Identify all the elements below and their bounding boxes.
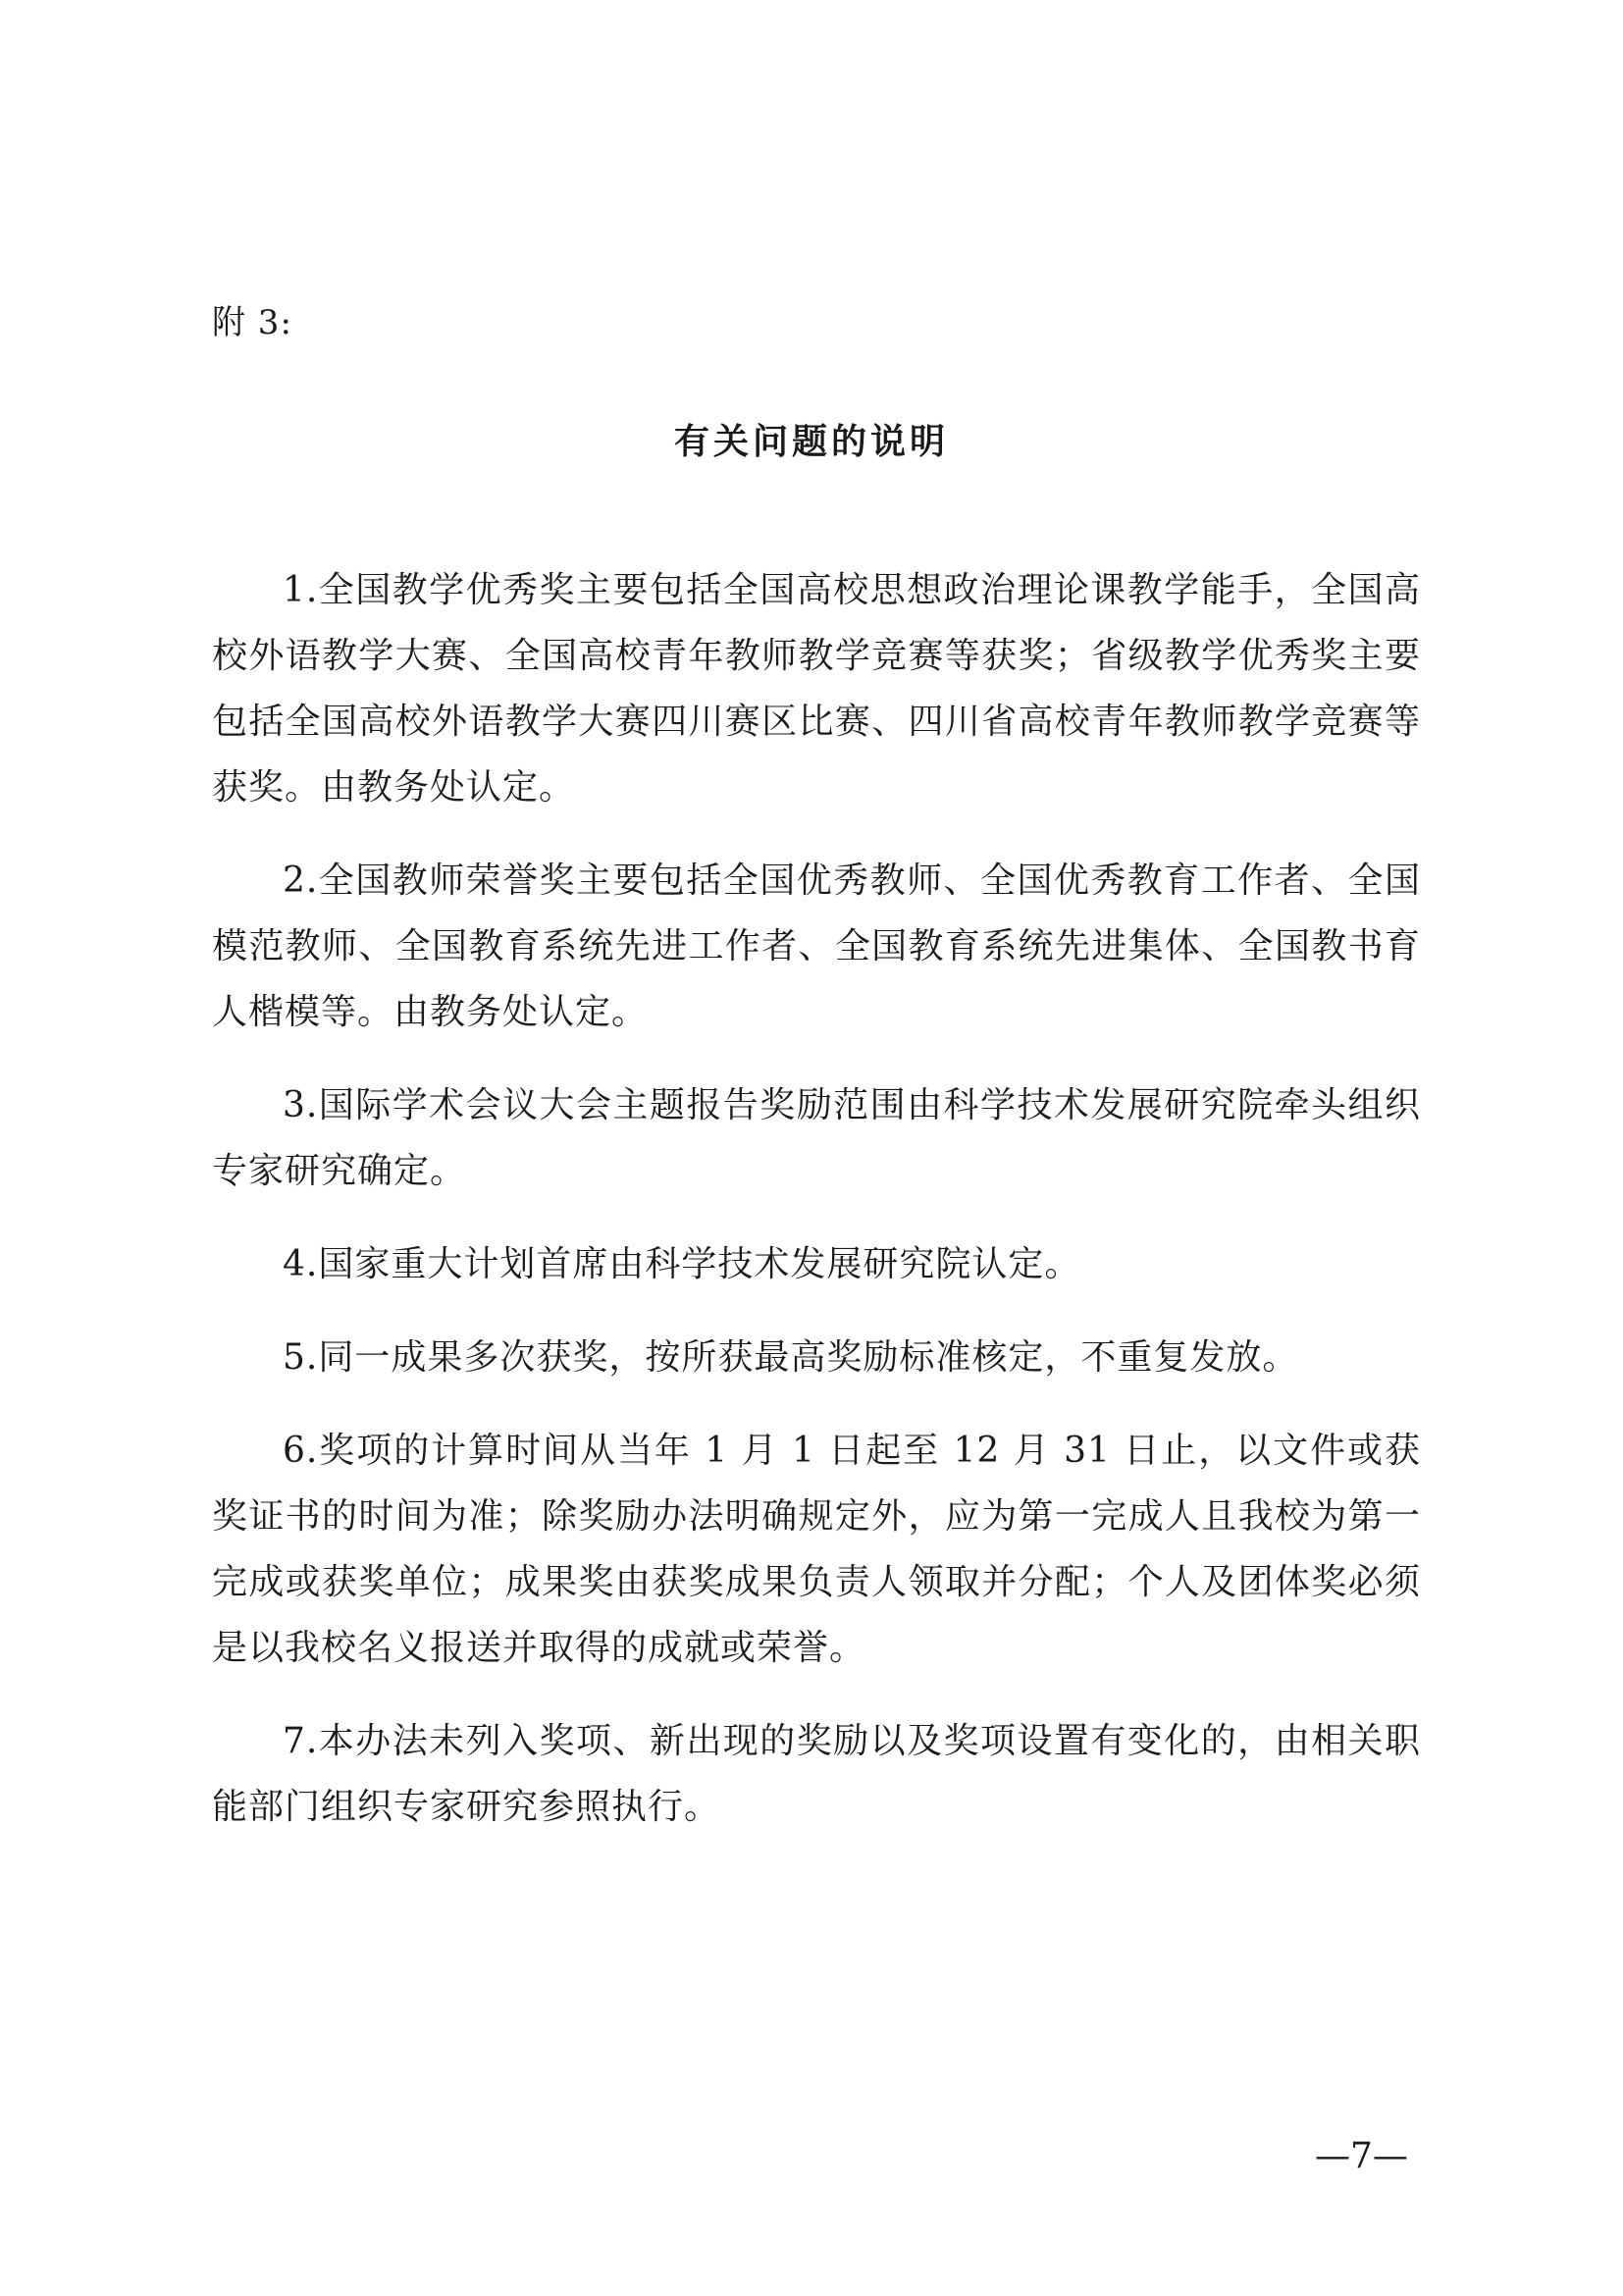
- document-body: [212, 557, 1421, 1867]
- paragraph-6: 6.奖项的计算时间从当年 1 月 1 日起至 12 月 31 日止，以文件或获奖证书的时间为准；除奖励办法明确规定外，应为第一完成人且我校为第一完成或获奖单位；成果奖由获奖成果负责人领取并分配；个人及团体奖必须是以我校名义报送并取得的成就或荣誉。: [212, 1431, 1421, 1668]
- page-number: —7—: [1315, 2136, 1408, 2176]
- paragraph-3: 3.国际学术会议大会主题报告奖励范围由科学技术发展研究院牵头组织专家研究确定。: [212, 1085, 1421, 1191]
- document-title: 有关问题的说明: [673, 421, 949, 462]
- attachment-label: 附 3:: [212, 303, 292, 342]
- paragraph-4: 4.国家重大计划首席由科学技术发展研究院认定。: [283, 1244, 1081, 1284]
- paragraph-5: 5.同一成果多次获奖，按所获最高奖励标准核定，不重复发放。: [283, 1337, 1299, 1378]
- paragraph-1: 1.全国教学优秀奖主要包括全国高校思想政治理论课教学能手，全国高校外语教学大赛、全国高校青年教师教学竞赛等获奖；省级教学优秀奖主要包括全国高校外语教学大赛四川赛区比赛、四川省高校青年教师教学竞赛等获奖。由教务处认定。: [212, 570, 1421, 808]
- paragraph-2: 2.全国教师荣誉奖主要包括全国优秀教师、全国优秀教育工作者、全国模范教师、全国教育系统先进工作者、全国教育系统先进集体、全国教书育人楷模等。由教务处认定。: [212, 861, 1421, 1032]
- paragraph-7: 7.本办法未列入奖项、新出现的奖励以及奖项设置有变化的，由相关职能部门组织专家研究参照执行。: [212, 1721, 1421, 1827]
